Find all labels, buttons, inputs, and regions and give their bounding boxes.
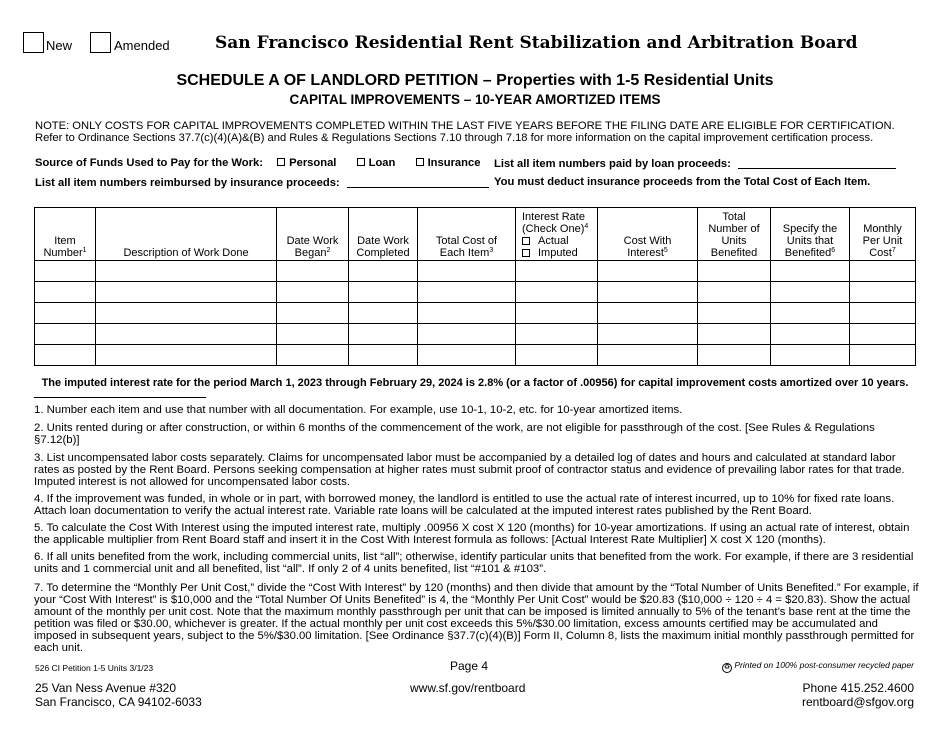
form-id: 526 CI Petition 1-5 Units 3/1/23: [35, 663, 154, 673]
cell-description[interactable]: [96, 282, 277, 303]
cell-monthly[interactable]: [850, 282, 916, 303]
cell-completed[interactable]: [349, 261, 418, 282]
col-item-number: Item Number$^1$: [35, 208, 96, 261]
address-line-1: 25 Van Ness Avenue #320: [35, 681, 176, 695]
col-total-cost: Total Cost of Each Item$^3$: [418, 208, 516, 261]
cell-completed[interactable]: [349, 324, 418, 345]
cell-completed[interactable]: [349, 282, 418, 303]
footnote-7: 7. To determine the “Monthly Per Unit Cost,” divide the “Cost With Interest” by 120 (months) and then divide that amount by the “Total Number of Units Benefited.” For example, if your “Cost With Interest” is $10,000 and the “Total Number Of Units Benefited” is 4, the “Monthly Per Unit Cost” would be $20.83 ($10,000 ÷ 120 ÷ 4 = $20.83). Show the actual amount of the monthly per unit cost. Note that the maximum monthly passthrough per unit that can be imposed is limited annually to 5% of the tenant’s base rent at the time the petition was filed or $30.00, whichever is greater. If the actual monthly per unit cost exceeds this 5%/$30.00 limitation, excess amounts certified may be accumulated and imposed in subsequent years, subject to the 5%/$30.00 limitation. [See Ordinance §37.7(c)(4)(B)] Form II, Column 8, lists the maximum initial monthly passthrough permitted for each unit.: [34, 582, 919, 654]
loan-items-label: List all item numbers paid by loan proceeds:: [494, 158, 731, 170]
table-row: [35, 345, 916, 366]
address-line-2: San Francisco, CA 94102-6033: [35, 695, 202, 709]
cell-cost[interactable]: [418, 261, 516, 282]
cell-completed[interactable]: [349, 303, 418, 324]
footnote-3: 3. List uncompensated labor costs separately. Claims for uncompensated labor must be accompanied by a detailed log of dates and hours and calculated at standard labor rates as posted by the Rent Board. Persons seeking compensation at higher rates must submit proof of contractor status and evidence of prevailing labor rates for that trade. Imputed interest is not allowed for uncompensated labor costs.: [34, 452, 905, 488]
footnote-divider: [34, 397, 206, 398]
table-row: [35, 282, 916, 303]
cell-completed[interactable]: [349, 345, 418, 366]
deduct-note: You must deduct insurance proceeds from the Total Cost of Each Item.: [494, 176, 871, 188]
cell-cost[interactable]: [418, 303, 516, 324]
cell-description[interactable]: [96, 261, 277, 282]
imputed-rate-checkbox[interactable]: [522, 249, 530, 257]
cell-cost[interactable]: [418, 324, 516, 345]
cell-specify[interactable]: [771, 303, 850, 324]
cell-item[interactable]: [35, 303, 96, 324]
cell-rate[interactable]: [516, 345, 598, 366]
cell-item[interactable]: [35, 324, 96, 345]
cell-began[interactable]: [277, 261, 349, 282]
cell-description[interactable]: [96, 324, 277, 345]
website-link[interactable]: www.sf.gov/rentboard: [410, 681, 526, 695]
col-cost-with-interest: Cost With Interest$^5$: [598, 208, 698, 261]
insurance-items-row: [35, 176, 489, 189]
amended-label: Amended: [114, 38, 170, 53]
cell-units[interactable]: [698, 345, 771, 366]
cell-monthly[interactable]: [850, 345, 916, 366]
cell-rate[interactable]: [516, 282, 598, 303]
agency-name: San Francisco Residential Rent Stabilization and Arbitration Board: [215, 33, 858, 53]
cell-description[interactable]: [96, 345, 277, 366]
schedule-title: SCHEDULE A OF LANDLORD PETITION – Properties with 1-5 Residential Units: [176, 72, 774, 89]
cell-units[interactable]: [698, 303, 771, 324]
footnote-2: 2. Units rented during or after construction, or within 6 months of the commencement of the work, are not eligible for passthrough of the cost. [See Rules & Regulations §7.12(b)]: [34, 422, 875, 446]
new-label: New: [46, 38, 73, 53]
cell-began[interactable]: [277, 324, 349, 345]
amended-checkbox[interactable]: [90, 32, 111, 53]
personal-label: Personal: [289, 157, 337, 169]
cell-cwi[interactable]: [598, 261, 698, 282]
insurance-items-field[interactable]: [347, 176, 489, 188]
insurance-checkbox[interactable]: [416, 158, 424, 166]
phone-number: Phone 415.252.4600: [802, 681, 914, 695]
cell-began[interactable]: [277, 345, 349, 366]
reference-note: Refer to Ordinance Sections 37.7(c)(4)(A)&(B) and Rules & Regulations Sections 7.10 through 7.18 for more information on the capital improvement certification process.: [35, 132, 874, 144]
col-date-completed: Date Work Completed: [349, 208, 418, 261]
cell-rate[interactable]: [516, 261, 598, 282]
table-row: [35, 324, 916, 345]
table-header-row: [35, 208, 916, 261]
cell-specify[interactable]: [771, 261, 850, 282]
personal-checkbox[interactable]: [277, 158, 285, 166]
cell-rate[interactable]: [516, 324, 598, 345]
cell-monthly[interactable]: [850, 324, 916, 345]
footnote-4: 4. If the improvement was funded, in whole or in part, with borrowed money, the landlord is entitled to use the actual rate of interest incurred, up to 10% for fixed rate loans. Attach loan documentation to verify the actual interest rate. Variable rate loans will be calculated at the imputed interest rates published by the Rent Board.: [34, 493, 895, 517]
cell-description[interactable]: [96, 303, 277, 324]
insurance-label: Insurance: [427, 157, 481, 169]
funds-label: Source of Funds Used to Pay for the Work:: [35, 157, 263, 169]
cell-cost[interactable]: [418, 345, 516, 366]
actual-rate-checkbox[interactable]: [522, 237, 530, 245]
cell-item[interactable]: [35, 345, 96, 366]
footnote-6: 6. If all units benefited from the work, including commercial units, list “all”; otherwise, identify particular units that benefited from the work. For example, if there are 3 residential units and 1 commercial unit and all benefited, list “all”. If only 2 of 4 units benefited, list “#101 & #103”.: [34, 551, 914, 575]
col-description: Description of Work Done: [96, 208, 277, 261]
insurance-items-label: List all item numbers reimbursed by insurance proceeds:: [35, 177, 340, 189]
cell-monthly[interactable]: [850, 261, 916, 282]
new-checkbox[interactable]: [23, 32, 44, 53]
page-number: Page 4: [450, 659, 489, 673]
cell-item[interactable]: [35, 282, 96, 303]
recycled-notice: ♻ Printed on 100% post-consumer recycled paper: [723, 660, 914, 671]
eligibility-note: NOTE: ONLY COSTS FOR CAPITAL IMPROVEMENTS COMPLETED WITHIN THE LAST FIVE YEARS BEFORE THE FILING DATE ARE ELIGIBLE FOR CERTIFICATION.: [35, 120, 895, 132]
cell-specify[interactable]: [771, 282, 850, 303]
footnote-5: 5. To calculate the Cost With Interest using the imputed interest rate, multiply .00956 X cost X 120 (months) for 10-year amortizations. If using an actual rate of interest, obtain the applicable multiplier from Rent Board staff and insert it in the Cost With Interest formula as follows: [Actual Interest Rate Multiplier] X cost X 120 (months).: [34, 522, 910, 546]
cell-cwi[interactable]: [598, 345, 698, 366]
cell-item[interactable]: [35, 261, 96, 282]
cell-units[interactable]: [698, 261, 771, 282]
cell-specify[interactable]: [771, 345, 850, 366]
cell-monthly[interactable]: [850, 303, 916, 324]
col-units-benefited: Total Number of Units Benefited: [698, 208, 771, 261]
email-address[interactable]: rentboard@sfgov.org: [801, 695, 914, 709]
cell-units[interactable]: [698, 324, 771, 345]
footnote-1: 1. Number each item and use that number with all documentation. For example, use 10-1, 10-2, etc. for 10-year amortized items.: [34, 404, 683, 416]
recycle-icon: ♻: [723, 664, 731, 671]
loan-items-field[interactable]: [738, 157, 896, 169]
loan-label: Loan: [368, 157, 396, 169]
cell-specify[interactable]: [771, 324, 850, 345]
col-date-began: Date Work Began$^2$: [277, 208, 349, 261]
cell-began[interactable]: [277, 303, 349, 324]
loan-items-row: [494, 157, 896, 170]
cell-cwi[interactable]: [598, 303, 698, 324]
cell-cwi[interactable]: [598, 324, 698, 345]
cell-cost[interactable]: [418, 282, 516, 303]
schedule-subtitle: CAPITAL IMPROVEMENTS – 10-YEAR AMORTIZED ITEMS: [289, 92, 661, 107]
table-row: [35, 303, 916, 324]
loan-checkbox[interactable]: [357, 158, 365, 166]
capital-improvements-table: [34, 207, 916, 366]
cell-units[interactable]: [698, 282, 771, 303]
cell-began[interactable]: [277, 282, 349, 303]
table-row: [35, 261, 916, 282]
cell-cwi[interactable]: [598, 282, 698, 303]
cell-rate[interactable]: [516, 303, 598, 324]
funds-row: [35, 157, 480, 169]
col-monthly-cost: Monthly Per Unit Cost$^7$: [850, 208, 916, 261]
imputed-rate-note: The imputed interest rate for the period March 1, 2023 through February 29, 2024 is 2.8% (or a factor of .00956) for capital improvement costs amortized over 10 years.: [41, 377, 909, 389]
col-specify-units: Specify the Units that Benefited$^6$: [771, 208, 850, 261]
col-interest-rate: Interest Rate (Check One)$^4$ Actual Imputed: [516, 208, 598, 261]
